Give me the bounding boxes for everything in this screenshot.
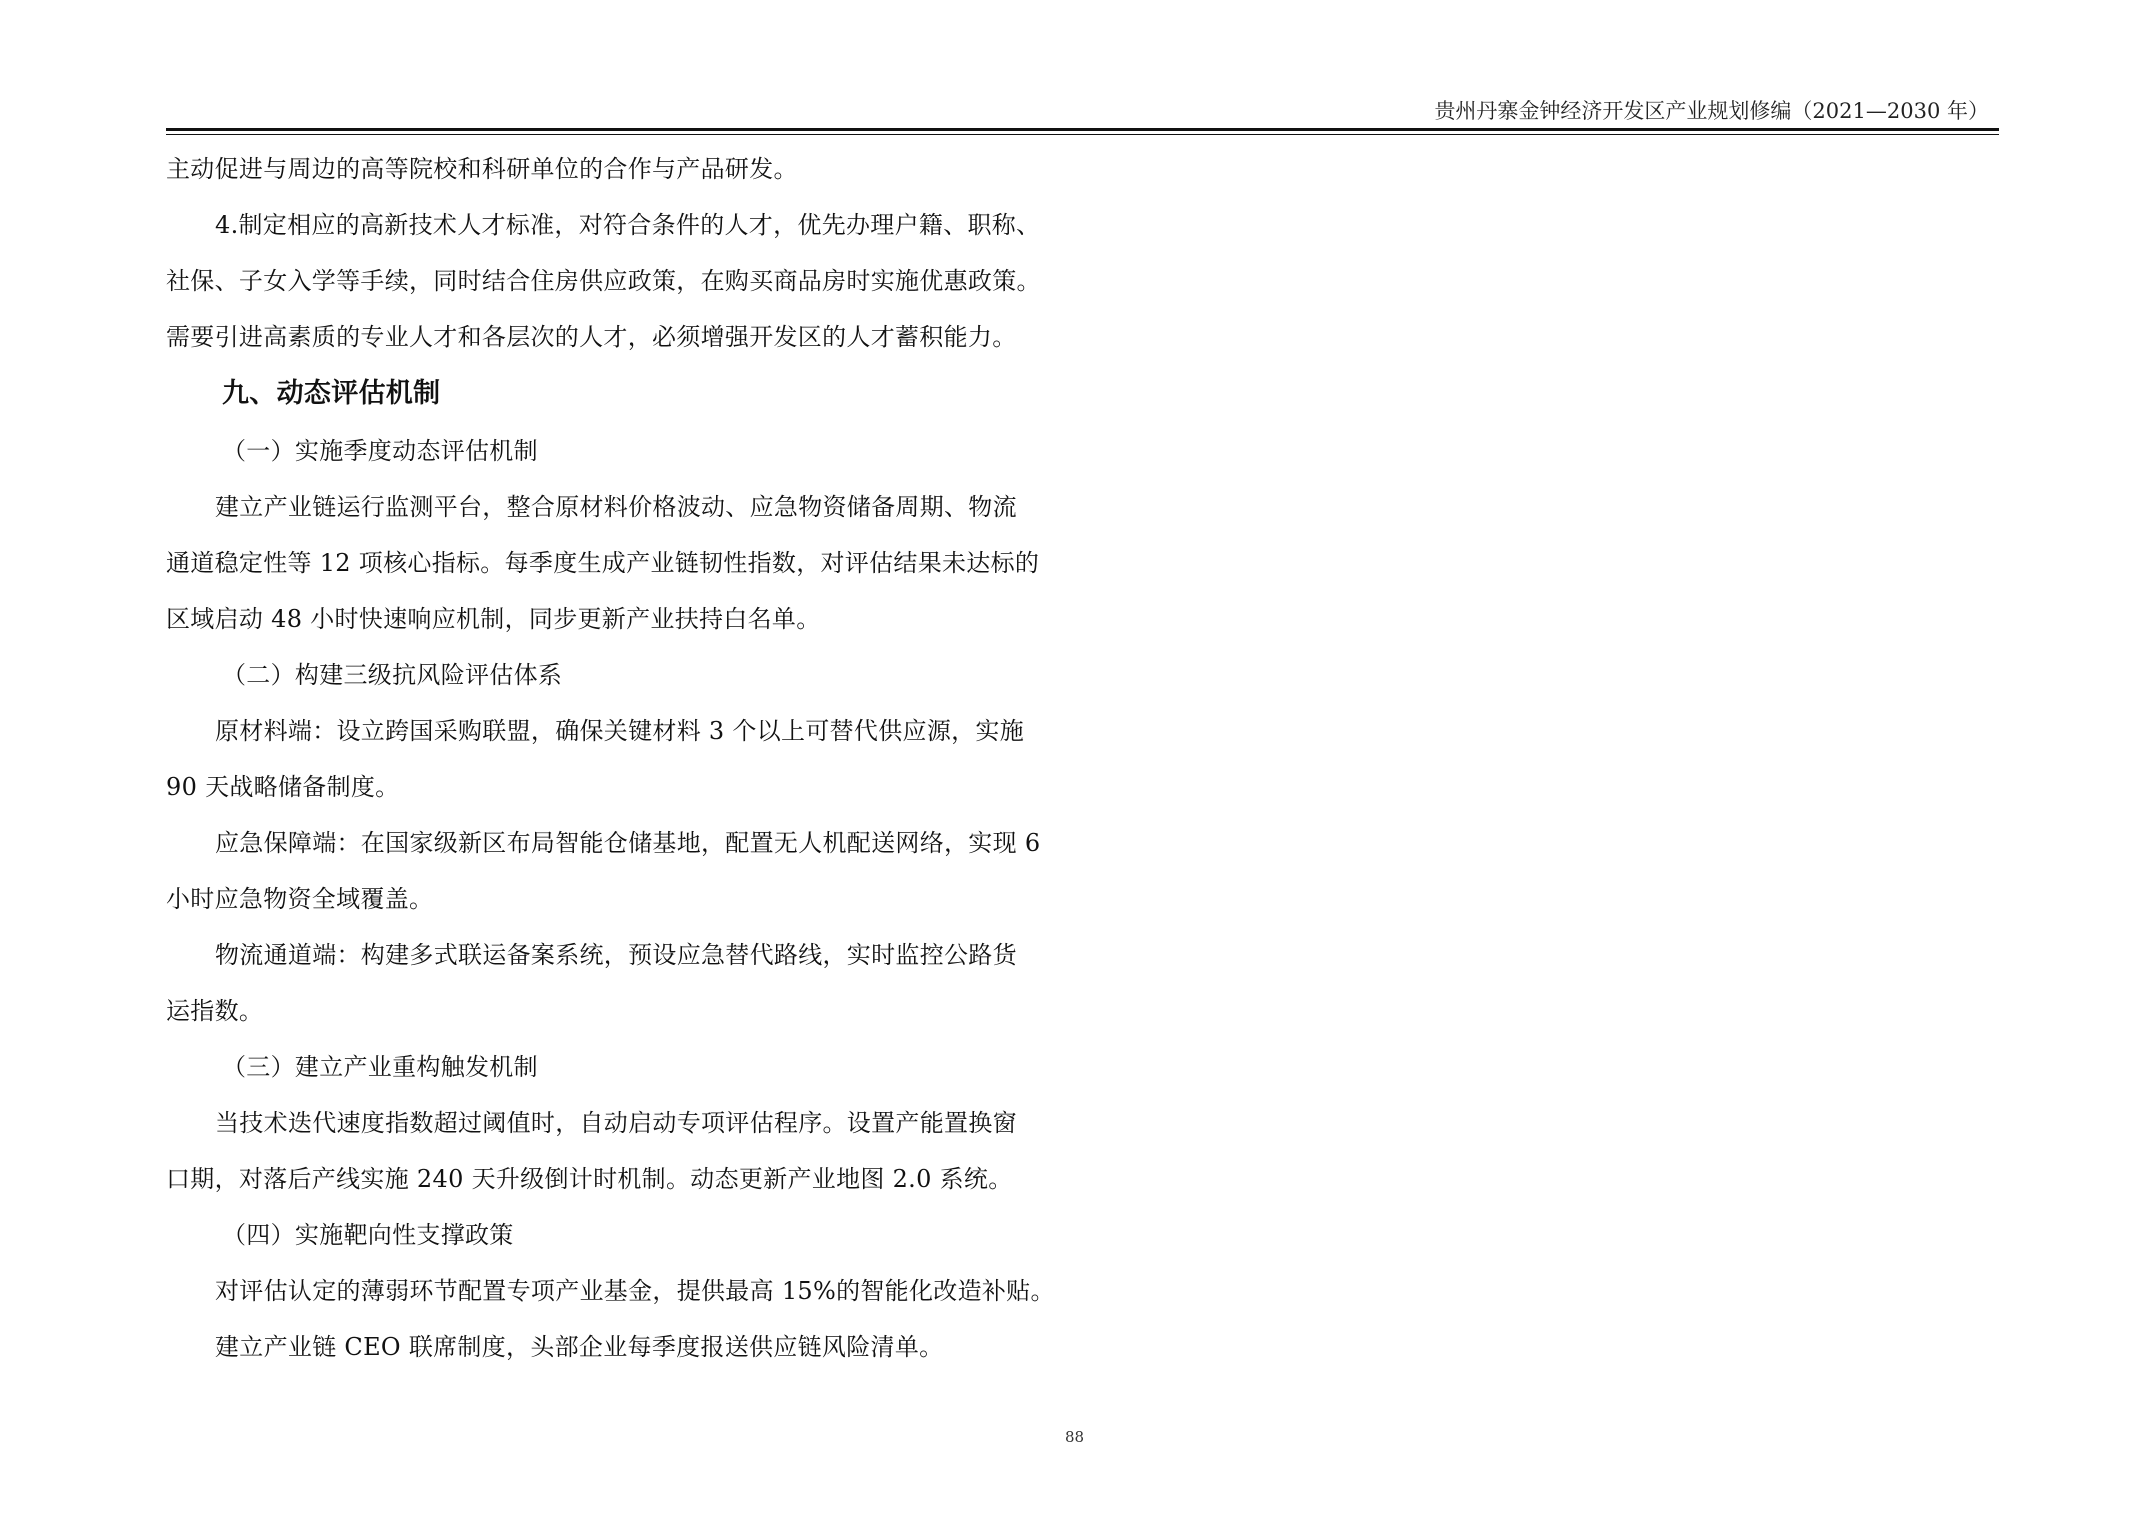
- section-heading: 九、动态评估机制: [222, 378, 441, 409]
- subsection-heading: （一）实施季度动态评估机制: [222, 437, 538, 465]
- paragraph-line: 90 天战略储备制度。: [166, 773, 400, 801]
- paragraph-line: 对评估认定的薄弱环节配置专项产业基金，提供最高 15%的智能化改造补贴。: [215, 1277, 1055, 1305]
- running-header-title: 贵州丹寨金钟经济开发区产业规划修编（2021—2030 年）: [1434, 99, 1989, 123]
- paragraph-line: 区域启动 48 小时快速响应机制，同步更新产业扶持白名单。: [166, 605, 821, 633]
- paragraph-line: 社保、子女入学等手续，同时结合住房供应政策，在购买商品房时实施优惠政策。: [166, 267, 1041, 295]
- paragraph-line: 原材料端：设立跨国采购联盟，确保关键材料 3 个以上可替代供应源，实施: [215, 717, 1025, 745]
- paragraph-line: 建立产业链运行监测平台，整合原材料价格波动、应急物资储备周期、物流: [215, 493, 1017, 521]
- paragraph-line: 运指数。: [166, 997, 264, 1025]
- paragraph-line: 口期，对落后产线实施 240 天升级倒计时机制。动态更新产业地图 2.0 系统。: [166, 1165, 1013, 1193]
- paragraph-line: 建立产业链 CEO 联席制度，头部企业每季度报送供应链风险清单。: [215, 1333, 944, 1361]
- paragraph-line: 4.制定相应的高新技术人才标准，对符合条件的人才，优先办理户籍、职称、: [215, 211, 1041, 239]
- paragraph-line: 物流通道端：构建多式联运备案系统，预设应急替代路线，实时监控公路货: [215, 941, 1017, 969]
- subsection-heading: （二）构建三级抗风险评估体系: [222, 661, 563, 689]
- header-rule-thick: [166, 128, 1999, 131]
- page-number: 88: [1064, 1428, 1085, 1446]
- header-rule-thin: [166, 134, 1999, 135]
- paragraph-line: 应急保障端：在国家级新区布局智能仓储基地，配置无人机配送网络，实现 6: [215, 829, 1041, 857]
- page-body: [166, 141, 1086, 1375]
- subsection-heading: （三）建立产业重构触发机制: [222, 1053, 538, 1081]
- subsection-heading: （四）实施靶向性支撑政策: [222, 1221, 514, 1249]
- paragraph-line: 需要引进高素质的专业人才和各层次的人才，必须增强开发区的人才蓄积能力。: [166, 323, 1017, 351]
- paragraph-line: 通道稳定性等 12 项核心指标。每季度生成产业链韧性指数，对评估结果未达标的: [166, 549, 1040, 577]
- paragraph-line: 当技术迭代速度指数超过阈值时，自动启动专项评估程序。设置产能置换窗: [215, 1109, 1017, 1137]
- paragraph-line: 小时应急物资全域覆盖。: [166, 885, 434, 913]
- paragraph-line: 主动促进与周边的高等院校和科研单位的合作与产品研发。: [166, 155, 798, 183]
